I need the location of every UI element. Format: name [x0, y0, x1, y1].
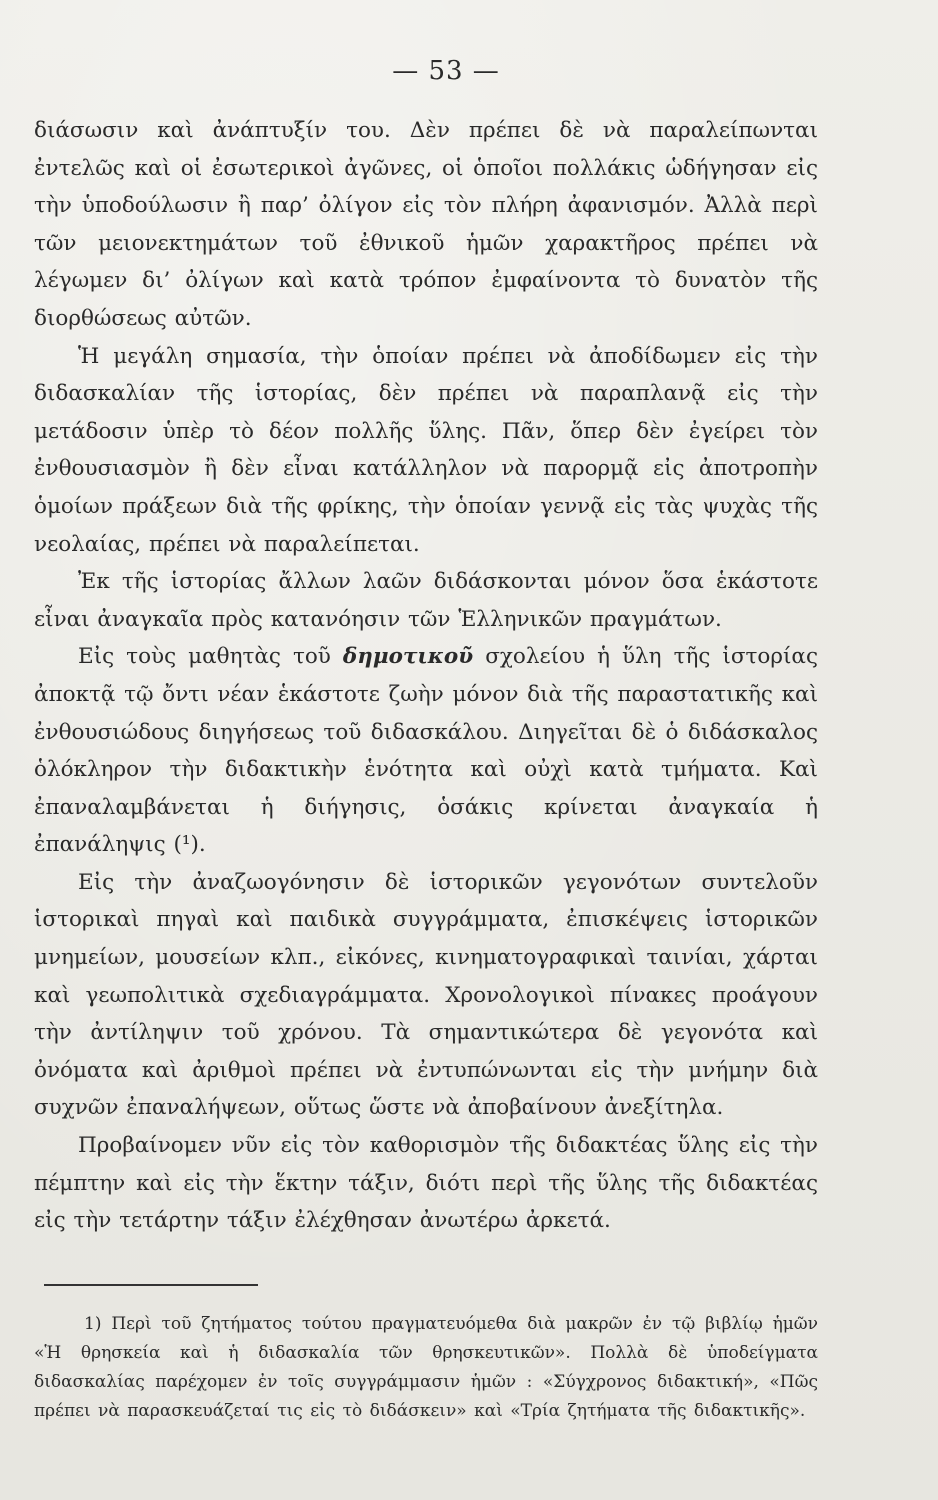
paragraph-text: Εἰς τὴν ἀναζωογόνησιν δὲ ἱστορικῶν γεγονότων συντελοῦν ἱστορικαὶ πηγαὶ καὶ παιδικὰ συγγράμματα, ἐπισκέψεις ἱστορικῶν μνημείων, μουσείων κλπ., εἰκόνες, κινηματογραφικαὶ ταινίαι, χάρται καὶ γεωπολιτικὰ σχεδιαγράμματα. Χρονολογικοὶ πίνακες προάγουν τὴν ἀντίληψιν τοῦ χρόνου. Τὰ σημαντικώτερα δὲ γεγονότα καὶ ὀνόματα καὶ ἀριθμοὶ πρέπει νὰ ἐντυπώνωνται εἰς τὴν μνήμην διὰ συχνῶν ἐπαναλήψεων, οὕτως ὥστε νὰ ἀποβαίνουν ἀνεξίτηλα. — [34, 869, 818, 1121]
emphasized-word: δημοτικοῦ — [342, 644, 474, 670]
footnote-marker: 1) — [84, 1313, 102, 1334]
footnote-text: Περὶ τοῦ ζητήματος τούτου πραγματευόμεθα διὰ μακρῶν ἐν τῷ βιβλίῳ ἡμῶν «Ἡ θρησκεία καὶ ἡ διδασκαλία τῶν θρησκευτικῶν». Πολλὰ δὲ ὑποδείγματα διδασκαλίας παρέχομεν ἐν τοῖς συγγράμμασιν ἡμῶν : «Σύγχρονος διδακτική», «Πῶς πρέπει νὰ παρασκευάζεταί τις εἰς τὸ διδάσκειν» καὶ «Τρία ζητήματα τῆς διδακτικῆς». — [34, 1313, 818, 1421]
paragraph — [34, 1127, 818, 1240]
paragraph — [34, 112, 818, 338]
paragraph — [34, 864, 818, 1127]
paragraph-text: σχολείου ἡ ὕλη τῆς ἱστορίας ἀποκτᾷ τῷ ὄντι νέαν ἑκάστοτε ζωὴν μόνον διὰ τῆς παραστατικῆς καὶ ἐνθουσιώδους διηγήσεως τοῦ διδασκάλου. Διηγεῖται δὲ ὁ διδάσκαλος ὁλόκληρον τὴν διδακτικὴν ἑνότητα καὶ οὐχὶ κατὰ τμήματα. Καὶ ἐπαναλαμβάνεται ἡ διήγησις, ὁσάκις κρίνεται ἀναγκαία ἡ ἐπανάληψις (¹). — [34, 644, 818, 858]
paragraph-text: Εἰς τοὺς μαθητὰς τοῦ — [78, 644, 343, 670]
paragraph — [34, 338, 818, 564]
paragraph-text: Ἐκ τῆς ἱστορίας ἄλλων λαῶν διδάσκονται μόνον ὅσα ἑκάστοτε εἶναι ἀναγκαῖα πρὸς κατανόησιν τῶν Ἑλληνικῶν πραγμάτων. — [34, 569, 818, 632]
paragraph-text: Ἡ μεγάλη σημασία, τὴν ὁποίαν πρέπει νὰ ἀποδίδωμεν εἰς τὴν διδασκαλίαν τῆς ἱστορίας, δὲν πρέπει νὰ παραπλανᾷ εἰς τὴν μετάδοσιν ὑπὲρ τὸ δέον πολλῆς ὕλης. Πᾶν, ὅπερ δὲν ἐγείρει τὸν ἐνθουσιασμὸν ἢ δὲν εἶναι κατάλληλον νὰ παρορμᾷ εἰς ἀποτροπὴν ὁμοίων πράξεων διὰ τῆς φρίκης, τὴν ὁποίαν γεννᾷ εἰς τὰς ψυχὰς τῆς νεολαίας, πρέπει νὰ παραλείπεται. — [34, 343, 818, 557]
footnote — [34, 1310, 818, 1426]
footnote-divider — [44, 1284, 258, 1286]
body-text — [34, 112, 818, 1240]
paragraph — [34, 638, 818, 864]
paragraph-text: διάσωσιν καὶ ἀνάπτυξίν του. Δὲν πρέπει δὲ νὰ παραλείπωνται ἐντελῶς καὶ οἱ ἐσωτερικοὶ ἀγῶνες, οἱ ὁποῖοι πολλάκις ὡδήγησαν εἰς τὴν ὑποδούλωσιν ἢ παρ’ ὀλίγον εἰς τὸν πλήρη ἀφανισμόν. Ἀλλὰ περὶ τῶν μειονεκτημάτων τοῦ ἐθνικοῦ ἡμῶν χαρακτῆρος πρέπει νὰ λέγωμεν δι’ ὀλίγων καὶ κατὰ τρόπον ἐμφαίνοντα τὸ δυνατὸν τῆς διορθώσεως αὐτῶν. — [34, 118, 818, 331]
paragraph-text: Προβαίνομεν νῦν εἰς τὸν καθορισμὸν τῆς διδακτέας ὕλης εἰς τὴν πέμπτην καὶ εἰς τὴν ἕκτην τάξιν, διότι περὶ τῆς ὕλης τῆς διδακτέας εἰς τὴν τετάρτην τάξιν ἐλέχθησαν ἀνωτέρω ἀρκετά. — [34, 1133, 818, 1234]
footnotes — [34, 1310, 818, 1426]
page-number: — 53 — — [392, 56, 500, 86]
paragraph — [34, 563, 818, 638]
